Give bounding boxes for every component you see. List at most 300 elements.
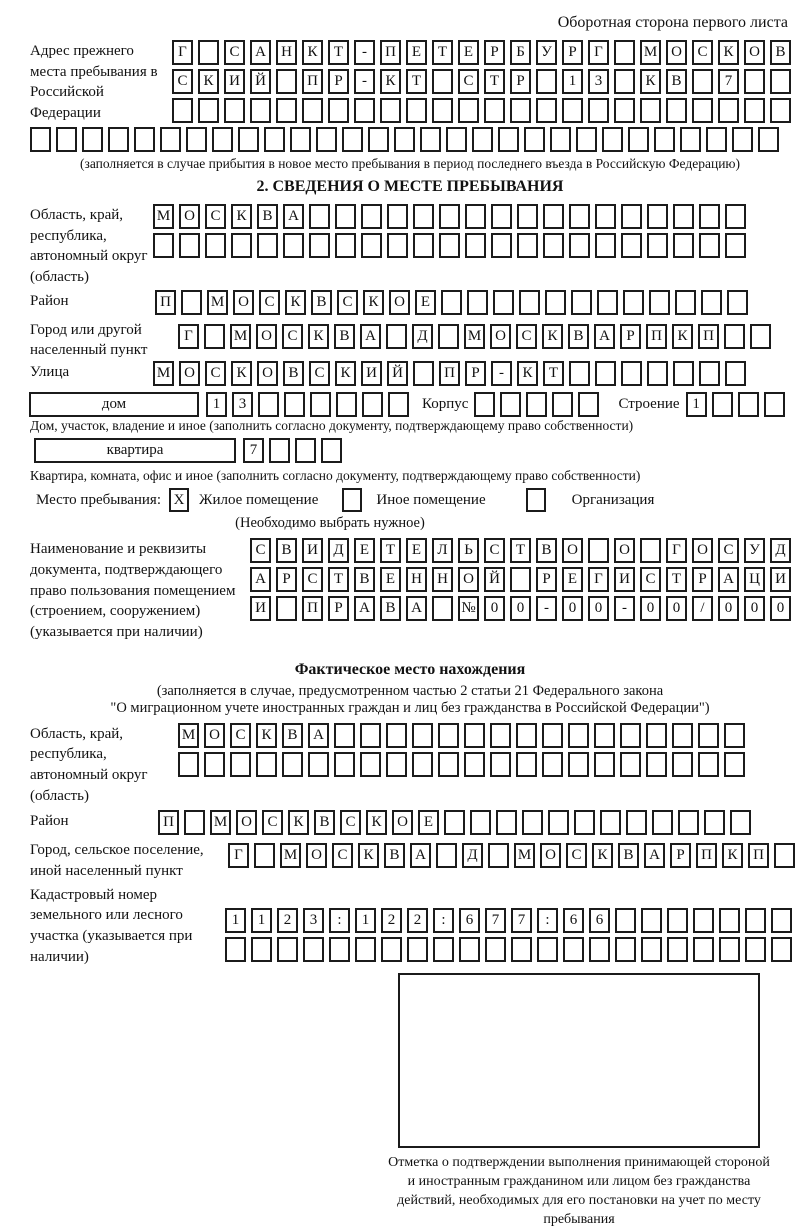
checkbox-organization[interactable]: [526, 488, 546, 512]
char-cell[interactable]: [692, 98, 713, 123]
char-cell[interactable]: П: [748, 843, 769, 868]
char-cell[interactable]: О: [458, 567, 479, 592]
char-cell[interactable]: Е: [380, 567, 401, 592]
char-cell[interactable]: 0: [718, 596, 739, 621]
char-cell[interactable]: К: [517, 361, 538, 386]
char-cell[interactable]: [543, 233, 564, 258]
char-cell[interactable]: Д: [462, 843, 483, 868]
char-cell[interactable]: [692, 69, 713, 94]
char-cell[interactable]: [438, 324, 459, 349]
char-cell[interactable]: О: [179, 204, 200, 229]
char-cell[interactable]: [511, 937, 532, 962]
char-cell[interactable]: К: [308, 324, 329, 349]
char-cell[interactable]: [388, 392, 409, 417]
char-cell[interactable]: [303, 937, 324, 962]
char-cell[interactable]: О: [306, 843, 327, 868]
char-cell[interactable]: Р: [692, 567, 713, 592]
char-cell[interactable]: [360, 723, 381, 748]
char-cell[interactable]: К: [592, 843, 613, 868]
char-cell[interactable]: О: [179, 361, 200, 386]
char-cell[interactable]: [597, 290, 618, 315]
char-cell[interactable]: [745, 908, 766, 933]
char-cell[interactable]: -: [354, 69, 375, 94]
char-cell[interactable]: [730, 810, 751, 835]
char-cell[interactable]: О: [614, 538, 635, 563]
char-cell[interactable]: [153, 233, 174, 258]
char-cell[interactable]: [380, 98, 401, 123]
char-cell[interactable]: М: [207, 290, 228, 315]
char-cell[interactable]: [160, 127, 181, 152]
char-cell[interactable]: [576, 127, 597, 152]
char-cell[interactable]: [666, 98, 687, 123]
char-cell[interactable]: [588, 98, 609, 123]
char-cell[interactable]: [594, 752, 615, 777]
char-cell[interactable]: [563, 937, 584, 962]
char-cell[interactable]: [420, 127, 441, 152]
char-cell[interactable]: В: [618, 843, 639, 868]
char-cell[interactable]: [386, 324, 407, 349]
char-cell[interactable]: С: [224, 40, 245, 65]
char-cell[interactable]: [412, 723, 433, 748]
char-cell[interactable]: [407, 937, 428, 962]
char-cell[interactable]: С: [332, 843, 353, 868]
char-cell[interactable]: [438, 723, 459, 748]
char-cell[interactable]: [493, 290, 514, 315]
house-box[interactable]: дом: [29, 392, 199, 417]
char-cell[interactable]: О: [692, 538, 713, 563]
char-cell[interactable]: [621, 361, 642, 386]
char-cell[interactable]: 1: [686, 392, 707, 417]
char-cell[interactable]: [542, 752, 563, 777]
char-cell[interactable]: [465, 204, 486, 229]
char-cell[interactable]: [230, 752, 251, 777]
char-cell[interactable]: Д: [328, 538, 349, 563]
char-cell[interactable]: Г: [588, 40, 609, 65]
char-cell[interactable]: [510, 567, 531, 592]
char-cell[interactable]: [361, 233, 382, 258]
char-cell[interactable]: У: [536, 40, 557, 65]
char-cell[interactable]: [335, 233, 356, 258]
char-cell[interactable]: А: [644, 843, 665, 868]
char-cell[interactable]: В: [568, 324, 589, 349]
char-cell[interactable]: [712, 392, 733, 417]
char-cell[interactable]: 0: [484, 596, 505, 621]
char-cell[interactable]: [205, 233, 226, 258]
char-cell[interactable]: [764, 392, 785, 417]
char-cell[interactable]: Т: [328, 40, 349, 65]
char-cell[interactable]: Р: [328, 596, 349, 621]
char-cell[interactable]: [368, 127, 389, 152]
char-cell[interactable]: Г: [666, 538, 687, 563]
char-cell[interactable]: С: [337, 290, 358, 315]
char-cell[interactable]: К: [722, 843, 743, 868]
checkbox-residential[interactable]: X: [169, 488, 189, 512]
char-cell[interactable]: С: [484, 538, 505, 563]
char-cell[interactable]: В: [282, 723, 303, 748]
char-cell[interactable]: Т: [510, 538, 531, 563]
char-cell[interactable]: [256, 752, 277, 777]
char-cell[interactable]: [30, 127, 51, 152]
char-cell[interactable]: [672, 723, 693, 748]
char-cell[interactable]: [334, 752, 355, 777]
char-cell[interactable]: К: [231, 204, 252, 229]
char-cell[interactable]: [413, 361, 434, 386]
char-cell[interactable]: [432, 98, 453, 123]
char-cell[interactable]: [614, 40, 635, 65]
char-cell[interactable]: П: [302, 69, 323, 94]
char-cell[interactable]: [732, 127, 753, 152]
char-cell[interactable]: [438, 752, 459, 777]
char-cell[interactable]: В: [354, 567, 375, 592]
char-cell[interactable]: [490, 752, 511, 777]
char-cell[interactable]: [225, 937, 246, 962]
char-cell[interactable]: [542, 723, 563, 748]
char-cell[interactable]: [387, 233, 408, 258]
char-cell[interactable]: Р: [465, 361, 486, 386]
char-cell[interactable]: В: [666, 69, 687, 94]
char-cell[interactable]: [615, 908, 636, 933]
char-cell[interactable]: [181, 290, 202, 315]
char-cell[interactable]: [524, 127, 545, 152]
char-cell[interactable]: [673, 233, 694, 258]
char-cell[interactable]: [257, 233, 278, 258]
char-cell[interactable]: [595, 361, 616, 386]
char-cell[interactable]: [56, 127, 77, 152]
checkbox-other-premises[interactable]: [342, 488, 362, 512]
char-cell[interactable]: И: [224, 69, 245, 94]
char-cell[interactable]: П: [439, 361, 460, 386]
char-cell[interactable]: С: [205, 361, 226, 386]
char-cell[interactable]: [771, 908, 792, 933]
char-cell[interactable]: [770, 98, 791, 123]
char-cell[interactable]: [464, 752, 485, 777]
char-cell[interactable]: 2: [277, 908, 298, 933]
char-cell[interactable]: В: [384, 843, 405, 868]
char-cell[interactable]: Т: [380, 538, 401, 563]
char-cell[interactable]: [640, 538, 661, 563]
char-cell[interactable]: Г: [172, 40, 193, 65]
char-cell[interactable]: Д: [770, 538, 791, 563]
char-cell[interactable]: К: [335, 361, 356, 386]
char-cell[interactable]: С: [259, 290, 280, 315]
char-cell[interactable]: И: [250, 596, 271, 621]
char-cell[interactable]: К: [288, 810, 309, 835]
char-cell[interactable]: [386, 723, 407, 748]
char-cell[interactable]: В: [257, 204, 278, 229]
char-cell[interactable]: 1: [355, 908, 376, 933]
char-cell[interactable]: [698, 723, 719, 748]
char-cell[interactable]: [134, 127, 155, 152]
char-cell[interactable]: 0: [744, 596, 765, 621]
char-cell[interactable]: М: [178, 723, 199, 748]
char-cell[interactable]: 0: [666, 596, 687, 621]
char-cell[interactable]: [432, 596, 453, 621]
char-cell[interactable]: [516, 752, 537, 777]
char-cell[interactable]: Н: [406, 567, 427, 592]
char-cell[interactable]: Н: [432, 567, 453, 592]
char-cell[interactable]: А: [250, 40, 271, 65]
char-cell[interactable]: /: [692, 596, 713, 621]
char-cell[interactable]: 0: [770, 596, 791, 621]
char-cell[interactable]: [543, 204, 564, 229]
char-cell[interactable]: 6: [589, 908, 610, 933]
char-cell[interactable]: [498, 127, 519, 152]
char-cell[interactable]: К: [285, 290, 306, 315]
char-cell[interactable]: Р: [670, 843, 691, 868]
char-cell[interactable]: [362, 392, 383, 417]
char-cell[interactable]: С: [172, 69, 193, 94]
char-cell[interactable]: [198, 98, 219, 123]
char-cell[interactable]: 0: [640, 596, 661, 621]
char-cell[interactable]: С: [458, 69, 479, 94]
char-cell[interactable]: [646, 723, 667, 748]
char-cell[interactable]: [641, 908, 662, 933]
char-cell[interactable]: [675, 290, 696, 315]
char-cell[interactable]: [615, 937, 636, 962]
char-cell[interactable]: С: [566, 843, 587, 868]
char-cell[interactable]: В: [536, 538, 557, 563]
char-cell[interactable]: [342, 127, 363, 152]
char-cell[interactable]: [548, 810, 569, 835]
char-cell[interactable]: [510, 98, 531, 123]
char-cell[interactable]: [652, 810, 673, 835]
char-cell[interactable]: [562, 98, 583, 123]
char-cell[interactable]: [667, 937, 688, 962]
char-cell[interactable]: Е: [406, 538, 427, 563]
char-cell[interactable]: [516, 723, 537, 748]
char-cell[interactable]: [254, 843, 275, 868]
char-cell[interactable]: [309, 233, 330, 258]
char-cell[interactable]: [465, 233, 486, 258]
char-cell[interactable]: [621, 233, 642, 258]
char-cell[interactable]: [569, 204, 590, 229]
char-cell[interactable]: О: [392, 810, 413, 835]
char-cell[interactable]: [519, 290, 540, 315]
char-cell[interactable]: [251, 937, 272, 962]
char-cell[interactable]: 3: [303, 908, 324, 933]
char-cell[interactable]: Л: [432, 538, 453, 563]
char-cell[interactable]: [321, 438, 342, 463]
char-cell[interactable]: [537, 937, 558, 962]
char-cell[interactable]: [626, 810, 647, 835]
char-cell[interactable]: [545, 290, 566, 315]
char-cell[interactable]: [526, 392, 547, 417]
char-cell[interactable]: С: [692, 40, 713, 65]
char-cell[interactable]: [719, 937, 740, 962]
char-cell[interactable]: В: [276, 538, 297, 563]
char-cell[interactable]: 7: [243, 438, 264, 463]
char-cell[interactable]: [738, 392, 759, 417]
char-cell[interactable]: 7: [718, 69, 739, 94]
char-cell[interactable]: С: [302, 567, 323, 592]
char-cell[interactable]: [649, 290, 670, 315]
char-cell[interactable]: [269, 438, 290, 463]
char-cell[interactable]: [328, 98, 349, 123]
char-cell[interactable]: [204, 752, 225, 777]
char-cell[interactable]: [614, 98, 635, 123]
char-cell[interactable]: [770, 69, 791, 94]
char-cell[interactable]: М: [153, 361, 174, 386]
char-cell[interactable]: [258, 392, 279, 417]
char-cell[interactable]: [647, 361, 668, 386]
char-cell[interactable]: [758, 127, 779, 152]
char-cell[interactable]: С: [516, 324, 537, 349]
char-cell[interactable]: [484, 98, 505, 123]
char-cell[interactable]: [491, 204, 512, 229]
char-cell[interactable]: В: [334, 324, 355, 349]
char-cell[interactable]: [568, 752, 589, 777]
char-cell[interactable]: [467, 290, 488, 315]
char-cell[interactable]: К: [366, 810, 387, 835]
char-cell[interactable]: 7: [511, 908, 532, 933]
char-cell[interactable]: С: [718, 538, 739, 563]
char-cell[interactable]: [693, 908, 714, 933]
char-cell[interactable]: [491, 233, 512, 258]
char-cell[interactable]: И: [614, 567, 635, 592]
char-cell[interactable]: 3: [588, 69, 609, 94]
char-cell[interactable]: У: [744, 538, 765, 563]
char-cell[interactable]: [522, 810, 543, 835]
char-cell[interactable]: О: [236, 810, 257, 835]
char-cell[interactable]: 0: [588, 596, 609, 621]
char-cell[interactable]: [250, 98, 271, 123]
char-cell[interactable]: [536, 98, 557, 123]
char-cell[interactable]: [224, 98, 245, 123]
char-cell[interactable]: [436, 843, 457, 868]
char-cell[interactable]: [724, 752, 745, 777]
char-cell[interactable]: И: [361, 361, 382, 386]
char-cell[interactable]: [745, 937, 766, 962]
char-cell[interactable]: О: [389, 290, 410, 315]
char-cell[interactable]: [750, 324, 771, 349]
char-cell[interactable]: [282, 752, 303, 777]
char-cell[interactable]: [574, 810, 595, 835]
char-cell[interactable]: [654, 127, 675, 152]
char-cell[interactable]: [381, 937, 402, 962]
char-cell[interactable]: Е: [458, 40, 479, 65]
char-cell[interactable]: К: [231, 361, 252, 386]
char-cell[interactable]: Р: [620, 324, 641, 349]
char-cell[interactable]: 3: [232, 392, 253, 417]
char-cell[interactable]: Р: [562, 40, 583, 65]
char-cell[interactable]: [490, 723, 511, 748]
char-cell[interactable]: [198, 40, 219, 65]
char-cell[interactable]: С: [262, 810, 283, 835]
char-cell[interactable]: 1: [562, 69, 583, 94]
char-cell[interactable]: [588, 538, 609, 563]
char-cell[interactable]: 1: [206, 392, 227, 417]
char-cell[interactable]: А: [410, 843, 431, 868]
char-cell[interactable]: [284, 392, 305, 417]
char-cell[interactable]: [602, 127, 623, 152]
char-cell[interactable]: В: [770, 40, 791, 65]
char-cell[interactable]: [680, 127, 701, 152]
char-cell[interactable]: [238, 127, 259, 152]
char-cell[interactable]: [413, 204, 434, 229]
char-cell[interactable]: [646, 752, 667, 777]
char-cell[interactable]: [335, 204, 356, 229]
char-cell[interactable]: О: [204, 723, 225, 748]
char-cell[interactable]: [699, 233, 720, 258]
char-cell[interactable]: [724, 723, 745, 748]
char-cell[interactable]: [276, 98, 297, 123]
char-cell[interactable]: С: [640, 567, 661, 592]
char-cell[interactable]: [693, 937, 714, 962]
char-cell[interactable]: И: [302, 538, 323, 563]
apartment-box[interactable]: квартира: [34, 438, 236, 463]
char-cell[interactable]: Ь: [458, 538, 479, 563]
char-cell[interactable]: Н: [276, 40, 297, 65]
char-cell[interactable]: [600, 810, 621, 835]
char-cell[interactable]: [82, 127, 103, 152]
char-cell[interactable]: И: [770, 567, 791, 592]
char-cell[interactable]: [667, 908, 688, 933]
char-cell[interactable]: К: [672, 324, 693, 349]
char-cell[interactable]: Г: [588, 567, 609, 592]
char-cell[interactable]: [621, 204, 642, 229]
char-cell[interactable]: [647, 204, 668, 229]
char-cell[interactable]: [355, 937, 376, 962]
char-cell[interactable]: 1: [251, 908, 272, 933]
char-cell[interactable]: А: [360, 324, 381, 349]
char-cell[interactable]: [647, 233, 668, 258]
char-cell[interactable]: [472, 127, 493, 152]
char-cell[interactable]: С: [309, 361, 330, 386]
char-cell[interactable]: Т: [328, 567, 349, 592]
char-cell[interactable]: Т: [543, 361, 564, 386]
char-cell[interactable]: [308, 752, 329, 777]
char-cell[interactable]: О: [233, 290, 254, 315]
char-cell[interactable]: А: [250, 567, 271, 592]
char-cell[interactable]: 7: [485, 908, 506, 933]
char-cell[interactable]: [569, 233, 590, 258]
char-cell[interactable]: [276, 596, 297, 621]
char-cell[interactable]: [744, 98, 765, 123]
char-cell[interactable]: [439, 204, 460, 229]
char-cell[interactable]: Е: [406, 40, 427, 65]
char-cell[interactable]: М: [640, 40, 661, 65]
char-cell[interactable]: [108, 127, 129, 152]
char-cell[interactable]: К: [380, 69, 401, 94]
char-cell[interactable]: [496, 810, 517, 835]
char-cell[interactable]: С: [205, 204, 226, 229]
char-cell[interactable]: [589, 937, 610, 962]
char-cell[interactable]: [439, 233, 460, 258]
char-cell[interactable]: [614, 69, 635, 94]
char-cell[interactable]: В: [311, 290, 332, 315]
char-cell[interactable]: [178, 752, 199, 777]
char-cell[interactable]: [276, 69, 297, 94]
char-cell[interactable]: П: [155, 290, 176, 315]
char-cell[interactable]: [283, 233, 304, 258]
char-cell[interactable]: Е: [562, 567, 583, 592]
char-cell[interactable]: [727, 290, 748, 315]
char-cell[interactable]: [413, 233, 434, 258]
char-cell[interactable]: П: [696, 843, 717, 868]
char-cell[interactable]: [334, 723, 355, 748]
char-cell[interactable]: [552, 392, 573, 417]
char-cell[interactable]: [184, 810, 205, 835]
char-cell[interactable]: [231, 233, 252, 258]
char-cell[interactable]: Е: [354, 538, 375, 563]
char-cell[interactable]: [458, 98, 479, 123]
char-cell[interactable]: [444, 810, 465, 835]
char-cell[interactable]: [470, 810, 491, 835]
char-cell[interactable]: -: [536, 596, 557, 621]
char-cell[interactable]: К: [363, 290, 384, 315]
char-cell[interactable]: В: [314, 810, 335, 835]
char-cell[interactable]: Т: [432, 40, 453, 65]
